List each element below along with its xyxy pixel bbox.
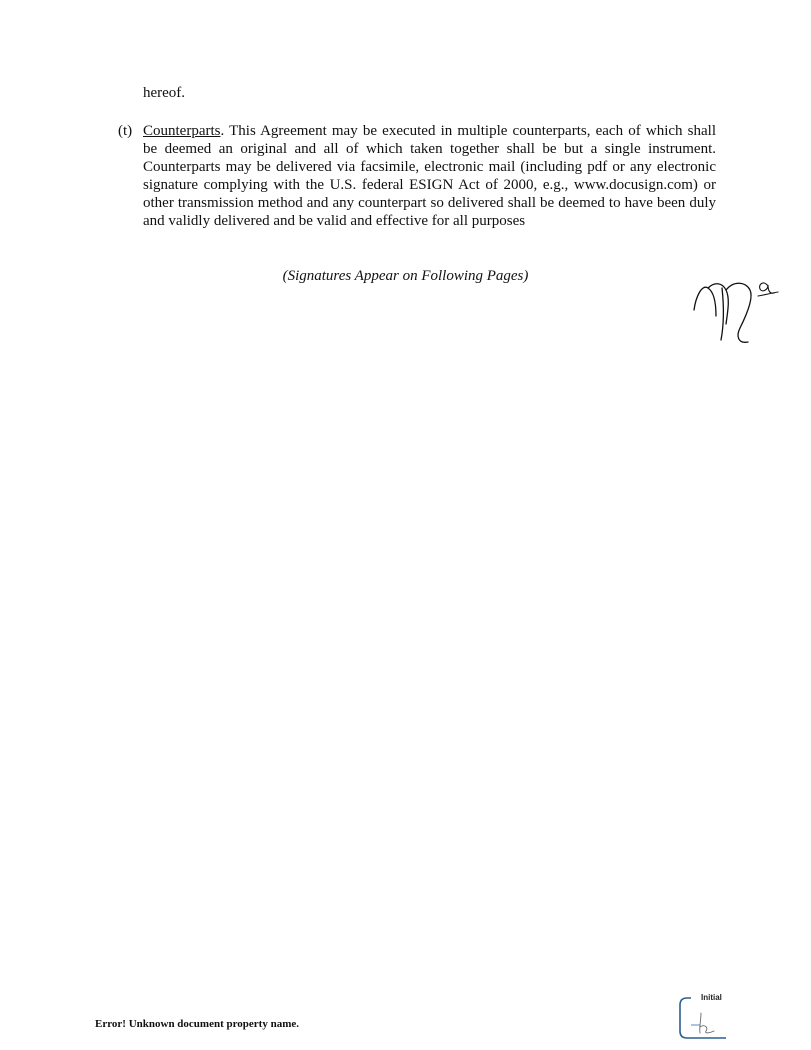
- clause-marker: (t): [118, 123, 133, 139]
- clause-t: [118, 122, 716, 231]
- signature-note: (Signatures Appear on Following Pages): [282, 268, 529, 284]
- clause-text: . This Agreement may be executed in multiple counterparts, each of which shall be deemed an original and all of which taken together shall be but a single instrument. Counterparts may be delivered via facsimile, electronic mail (including pdf or any electronic signature complying with the U.S. federal ESIGN Act of 2000, e.g., www.docusign.com) or other transmission method and any counterpart so delivered shall be deemed to have been duly and validly delivered and be valid and effective for all purposes: [143, 123, 716, 230]
- handwritten-initials: [688, 276, 784, 348]
- continuation-text: hereof.: [143, 85, 186, 101]
- initial-label: Initial: [701, 993, 722, 1002]
- initial-field[interactable]: [679, 997, 727, 1039]
- clause-heading: Counterparts: [143, 123, 221, 139]
- clause-body: [143, 122, 716, 231]
- footer-text: Error! Unknown document property name.: [95, 1018, 300, 1030]
